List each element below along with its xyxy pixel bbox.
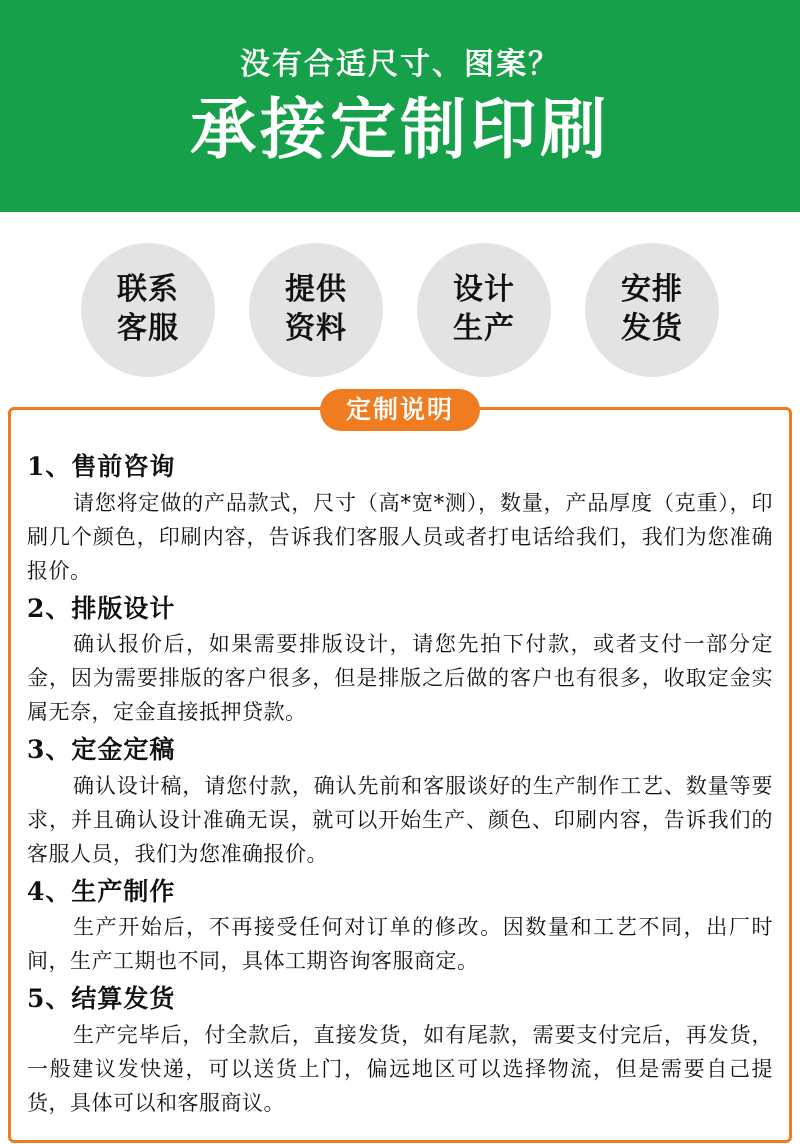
step-label-line2: 发货	[621, 311, 683, 345]
instruction-section-presale	[27, 448, 773, 588]
promo-banner	[0, 0, 800, 212]
instruction-section-settlement-shipping	[27, 980, 773, 1120]
step-item-design-production	[417, 243, 551, 377]
step-label-line1: 安排	[621, 273, 683, 307]
step-label-line2: 生产	[453, 311, 515, 345]
section-body: 生产开始后，不再接受任何对订单的修改。因数量和工艺不同，出厂时间，生产工期也不同，具体工期咨询客服商定。	[27, 915, 773, 974]
section-body: 请您将定做的产品款式，尺寸（高*宽*测），数量，产品厚度（克重），印刷几个颜色，印刷内容，告诉我们客服人员或者打电话给我们，我们为您准确报价。	[27, 490, 773, 583]
step-label-line2: 资料	[285, 311, 347, 345]
banner-title: 承接定制印刷	[190, 91, 610, 166]
process-steps	[0, 212, 800, 407]
instruction-section-layout-design	[27, 590, 773, 730]
step-item-arrange-shipping	[585, 243, 719, 377]
custom-instructions-panel	[8, 396, 792, 1143]
section-title: 4、生产制作	[27, 876, 176, 906]
section-body: 确认报价后，如果需要排版设计，请您先拍下付款，或者支付一部分定金，因为需要排版的客户很多，但是排版之后做的客户也有很多，收取定金实属无奈，定金直接抵押贷款。	[27, 632, 773, 725]
step-item-contact-service	[81, 243, 215, 377]
step-item-provide-materials	[249, 243, 383, 377]
section-body: 生产完毕后，付全款后，直接发货，如有尾款，需要支付完后，再发货，一般建议发快递，可以送货上门，偏远地区可以选择物流，但是需要自己提货，具体可以和客服商议。	[27, 1022, 773, 1115]
section-title: 3、定金定稿	[27, 735, 176, 765]
step-label-line1: 提供	[285, 273, 347, 307]
section-title: 5、结算发货	[27, 984, 176, 1014]
instruction-section-deposit-finalize	[27, 731, 773, 871]
step-label-line1: 联系	[117, 273, 179, 307]
instruction-section-production	[27, 873, 773, 979]
section-title: 1、售前咨询	[27, 452, 176, 481]
banner-subtitle: 没有合适尺寸、图案？	[240, 47, 560, 81]
section-body: 确认设计稿，请您付款，确认先前和客服谈好的生产制作工艺、数量等要求，并且确认设计准确无误，就可以开始生产、颜色、印刷内容，告诉我们的客服人员，我们为您准确报价。	[27, 773, 773, 866]
step-label-line1: 设计	[453, 273, 515, 307]
step-label-line2: 客服	[117, 311, 179, 345]
panel-badge-container	[11, 389, 789, 431]
section-title: 2、排版设计	[27, 593, 176, 623]
panel-badge-label: 定制说明	[320, 389, 480, 431]
